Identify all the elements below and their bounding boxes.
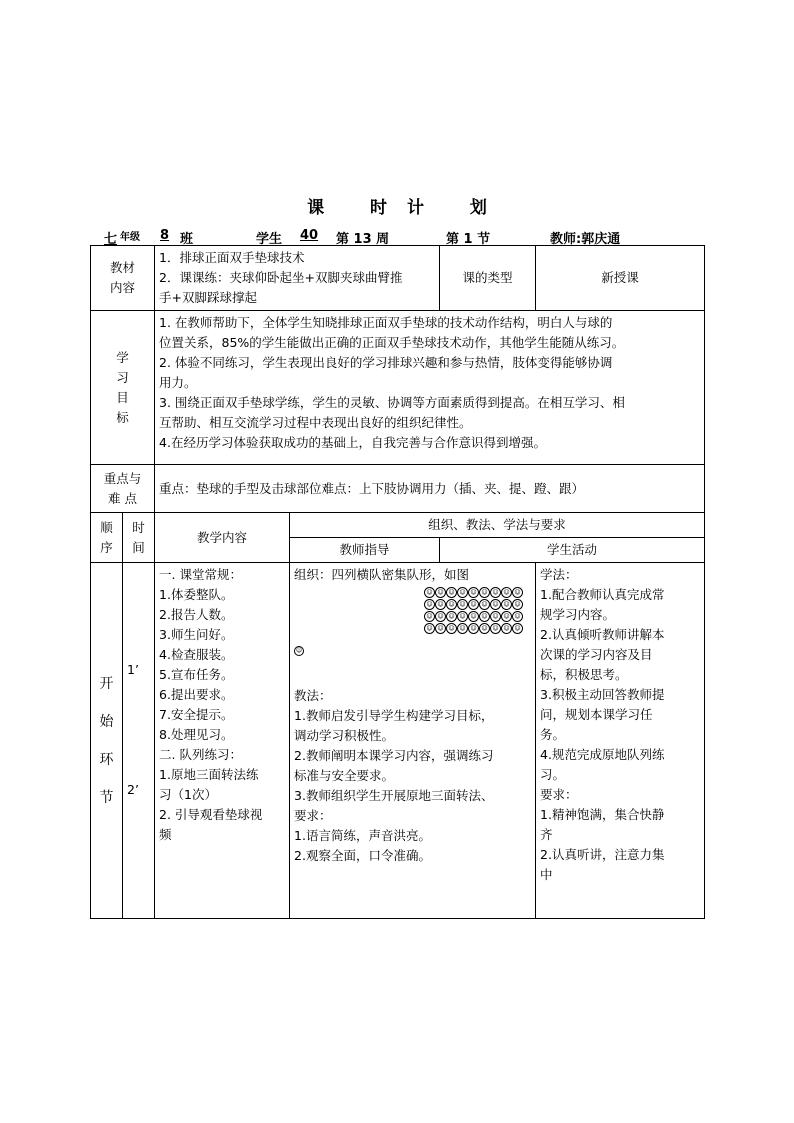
lesson-info-line <box>90 228 704 246</box>
opening-section-row <box>91 563 705 919</box>
student-activity-cell: 学法： 1.配合教师认真完成常 规学习内容。 2.认真倾听教师讲解本 次课的学习内容及目 标，积极思考。 3.积极主动回答教师提 问，规划本课学习任 务。 4.规范完成原地队列练 习。 要求： 1.精神饱满，集合快静 齐 2.认真听讲，注意力集 中 <box>536 563 705 919</box>
student-activity-header: 学生活动 <box>440 538 705 563</box>
student-marker-icon: ☺ <box>468 611 479 622</box>
student-marker-icon: ☺ <box>479 623 490 634</box>
student-marker-icon: ☺ <box>479 587 490 598</box>
student-marker-icon: ☺ <box>468 587 479 598</box>
goals-label: 学 习 目 标 <box>91 311 155 465</box>
grade-number: 七 <box>104 232 118 247</box>
student-marker-icon: ☺ <box>479 611 490 622</box>
students-label: 学生 <box>256 232 283 247</box>
time-header: 时 间 <box>123 513 155 563</box>
student-marker-icon: ☺ <box>512 587 523 598</box>
student-marker-icon: ☺ <box>501 587 512 598</box>
content-header: 教学内容 <box>155 513 290 563</box>
student-marker-icon: ☺ <box>490 611 501 622</box>
time-cell <box>123 563 155 919</box>
student-marker-icon: ☺ <box>468 599 479 610</box>
student-marker-icon: ☺ <box>490 623 501 634</box>
time-1: 1’ <box>127 662 139 677</box>
student-marker-icon: ☺ <box>435 599 446 610</box>
student-marker-icon: ☺ <box>424 623 435 634</box>
student-marker-icon: ☺ <box>512 599 523 610</box>
student-formation-diagram <box>424 587 531 634</box>
student-marker-icon: ☺ <box>501 623 512 634</box>
content-cell: 一. 课堂常规： 1.体委整队。 2.报告人数。 3.师生问好。 4.检查服装。 5.宣布任务。 6.提出要求。 7.安全提示。 8.处理见习。 二. 队列练习： 1.原地三面转法练 习（1次） 2. 引导观看垫球视 频 <box>155 563 290 919</box>
keypoints-label: 重点与 难 点 <box>91 465 155 513</box>
lesson-number: 第 1 节 <box>446 232 491 247</box>
teacher-position-icon: ☺ <box>295 647 303 654</box>
class-label: 班 <box>180 232 194 247</box>
stage-label: 开 始 环 节 <box>91 563 123 919</box>
student-marker-icon: ☺ <box>446 623 457 634</box>
student-marker-icon: ☺ <box>435 623 446 634</box>
page-title: 课 时计 划 <box>307 198 507 218</box>
student-marker-icon: ☺ <box>457 611 468 622</box>
student-marker-icon: ☺ <box>490 599 501 610</box>
keypoints-row <box>91 465 705 513</box>
student-marker-icon: ☺ <box>457 587 468 598</box>
student-marker-icon: ☺ <box>446 587 457 598</box>
student-marker-icon: ☺ <box>512 623 523 634</box>
keypoints-content: 重点：垫球的手型及击球部位难点：上下肢协调用力（插、夹、提、蹬、跟） <box>155 465 705 513</box>
student-marker-icon: ☺ <box>446 611 457 622</box>
student-marker-icon: ☺ <box>457 599 468 610</box>
student-marker-icon: ☺ <box>424 587 435 598</box>
student-marker-icon: ☺ <box>490 587 501 598</box>
student-marker-icon: ☺ <box>501 599 512 610</box>
materials-label: 教材 内容 <box>91 246 155 311</box>
student-marker-icon: ☺ <box>424 611 435 622</box>
student-marker-icon: ☺ <box>468 623 479 634</box>
materials-content: 1．排球正面双手垫球技术 2．课课练：夹球仰卧起坐+双脚夹球曲臂推 手+双脚踩球撑起 <box>155 246 440 311</box>
class-number: 8 <box>160 228 170 243</box>
lesson-type-value: 新授课 <box>536 246 705 311</box>
student-marker-icon: ☺ <box>479 599 490 610</box>
materials-row <box>91 246 705 311</box>
lesson-type-label: 课的类型 <box>440 246 536 311</box>
order-header: 顺 序 <box>91 513 123 563</box>
students-number: 40 <box>300 228 319 243</box>
lesson-plan-table <box>90 245 705 919</box>
student-marker-icon: ☺ <box>457 623 468 634</box>
student-marker-icon: ☺ <box>424 599 435 610</box>
teacher-name: 教师:郭庆通 <box>550 232 621 247</box>
student-marker-icon: ☺ <box>501 611 512 622</box>
organization-text: 组织：四列横队密集队形，如图 <box>294 567 470 582</box>
grade-label: 年级 <box>120 232 140 243</box>
student-marker-icon: ☺ <box>446 599 457 610</box>
teacher-guide-header: 教师指导 <box>290 538 440 563</box>
teacher-guide-cell: 组织：四列横队密集队形，如图 ☺ ☺ ☺ ☺ ☺ ☺ ☺ ☺ ☺ ☺ ☺ ☺ ☺ ☺ ☺ ☺ ☺ ☺ ☺ ☺ ☺ ☺ ☺ ☺ ☺ ☺ ☺ ☺ ☺ ☺ ☺ ☺ ☺ ☺ ☺ ☺ ☺ 教法： 1.教师启发引导学生构建学习目标， 调动学习积极性。 2.教师阐明本课学习内容，强调练习 标准与安全要求。 3.教师组织学生开展原地三面转法、 要求： 1.语言简练，声音洪亮。 2.观察全面，口令准确。 <box>290 563 536 919</box>
student-marker-icon: ☺ <box>512 611 523 622</box>
goals-row <box>91 311 705 465</box>
week-label: 第 13 周 <box>336 232 390 247</box>
student-marker-icon: ☺ <box>435 611 446 622</box>
student-marker-icon: ☺ <box>435 587 446 598</box>
org-header: 组织、教法、学法与要求 <box>290 513 705 538</box>
header-row-1 <box>91 513 705 538</box>
time-2: 2’ <box>127 782 139 797</box>
goals-content: 1. 在教师帮助下，全体学生知晓排球正面双手垫球的技术动作结构，明白人与球的 位置关系，85%的学生能做出正确的正面双手垫球技术动作，其他学生能随从练习。 2. 体验不同练习，学生表现出良好的学习排球兴趣和参与热情，肢体变得能够协调 用力。 3. 围绕正面双手垫球学练，学生的灵敏、协调等方面素质得到提高。在相互学习、相 互帮助、相互交流学习过程中表现出良好的组织纪律性。 4.在经历学习体验获取成功的基础上，自我完善与合作意识得到增强。 <box>155 311 705 465</box>
